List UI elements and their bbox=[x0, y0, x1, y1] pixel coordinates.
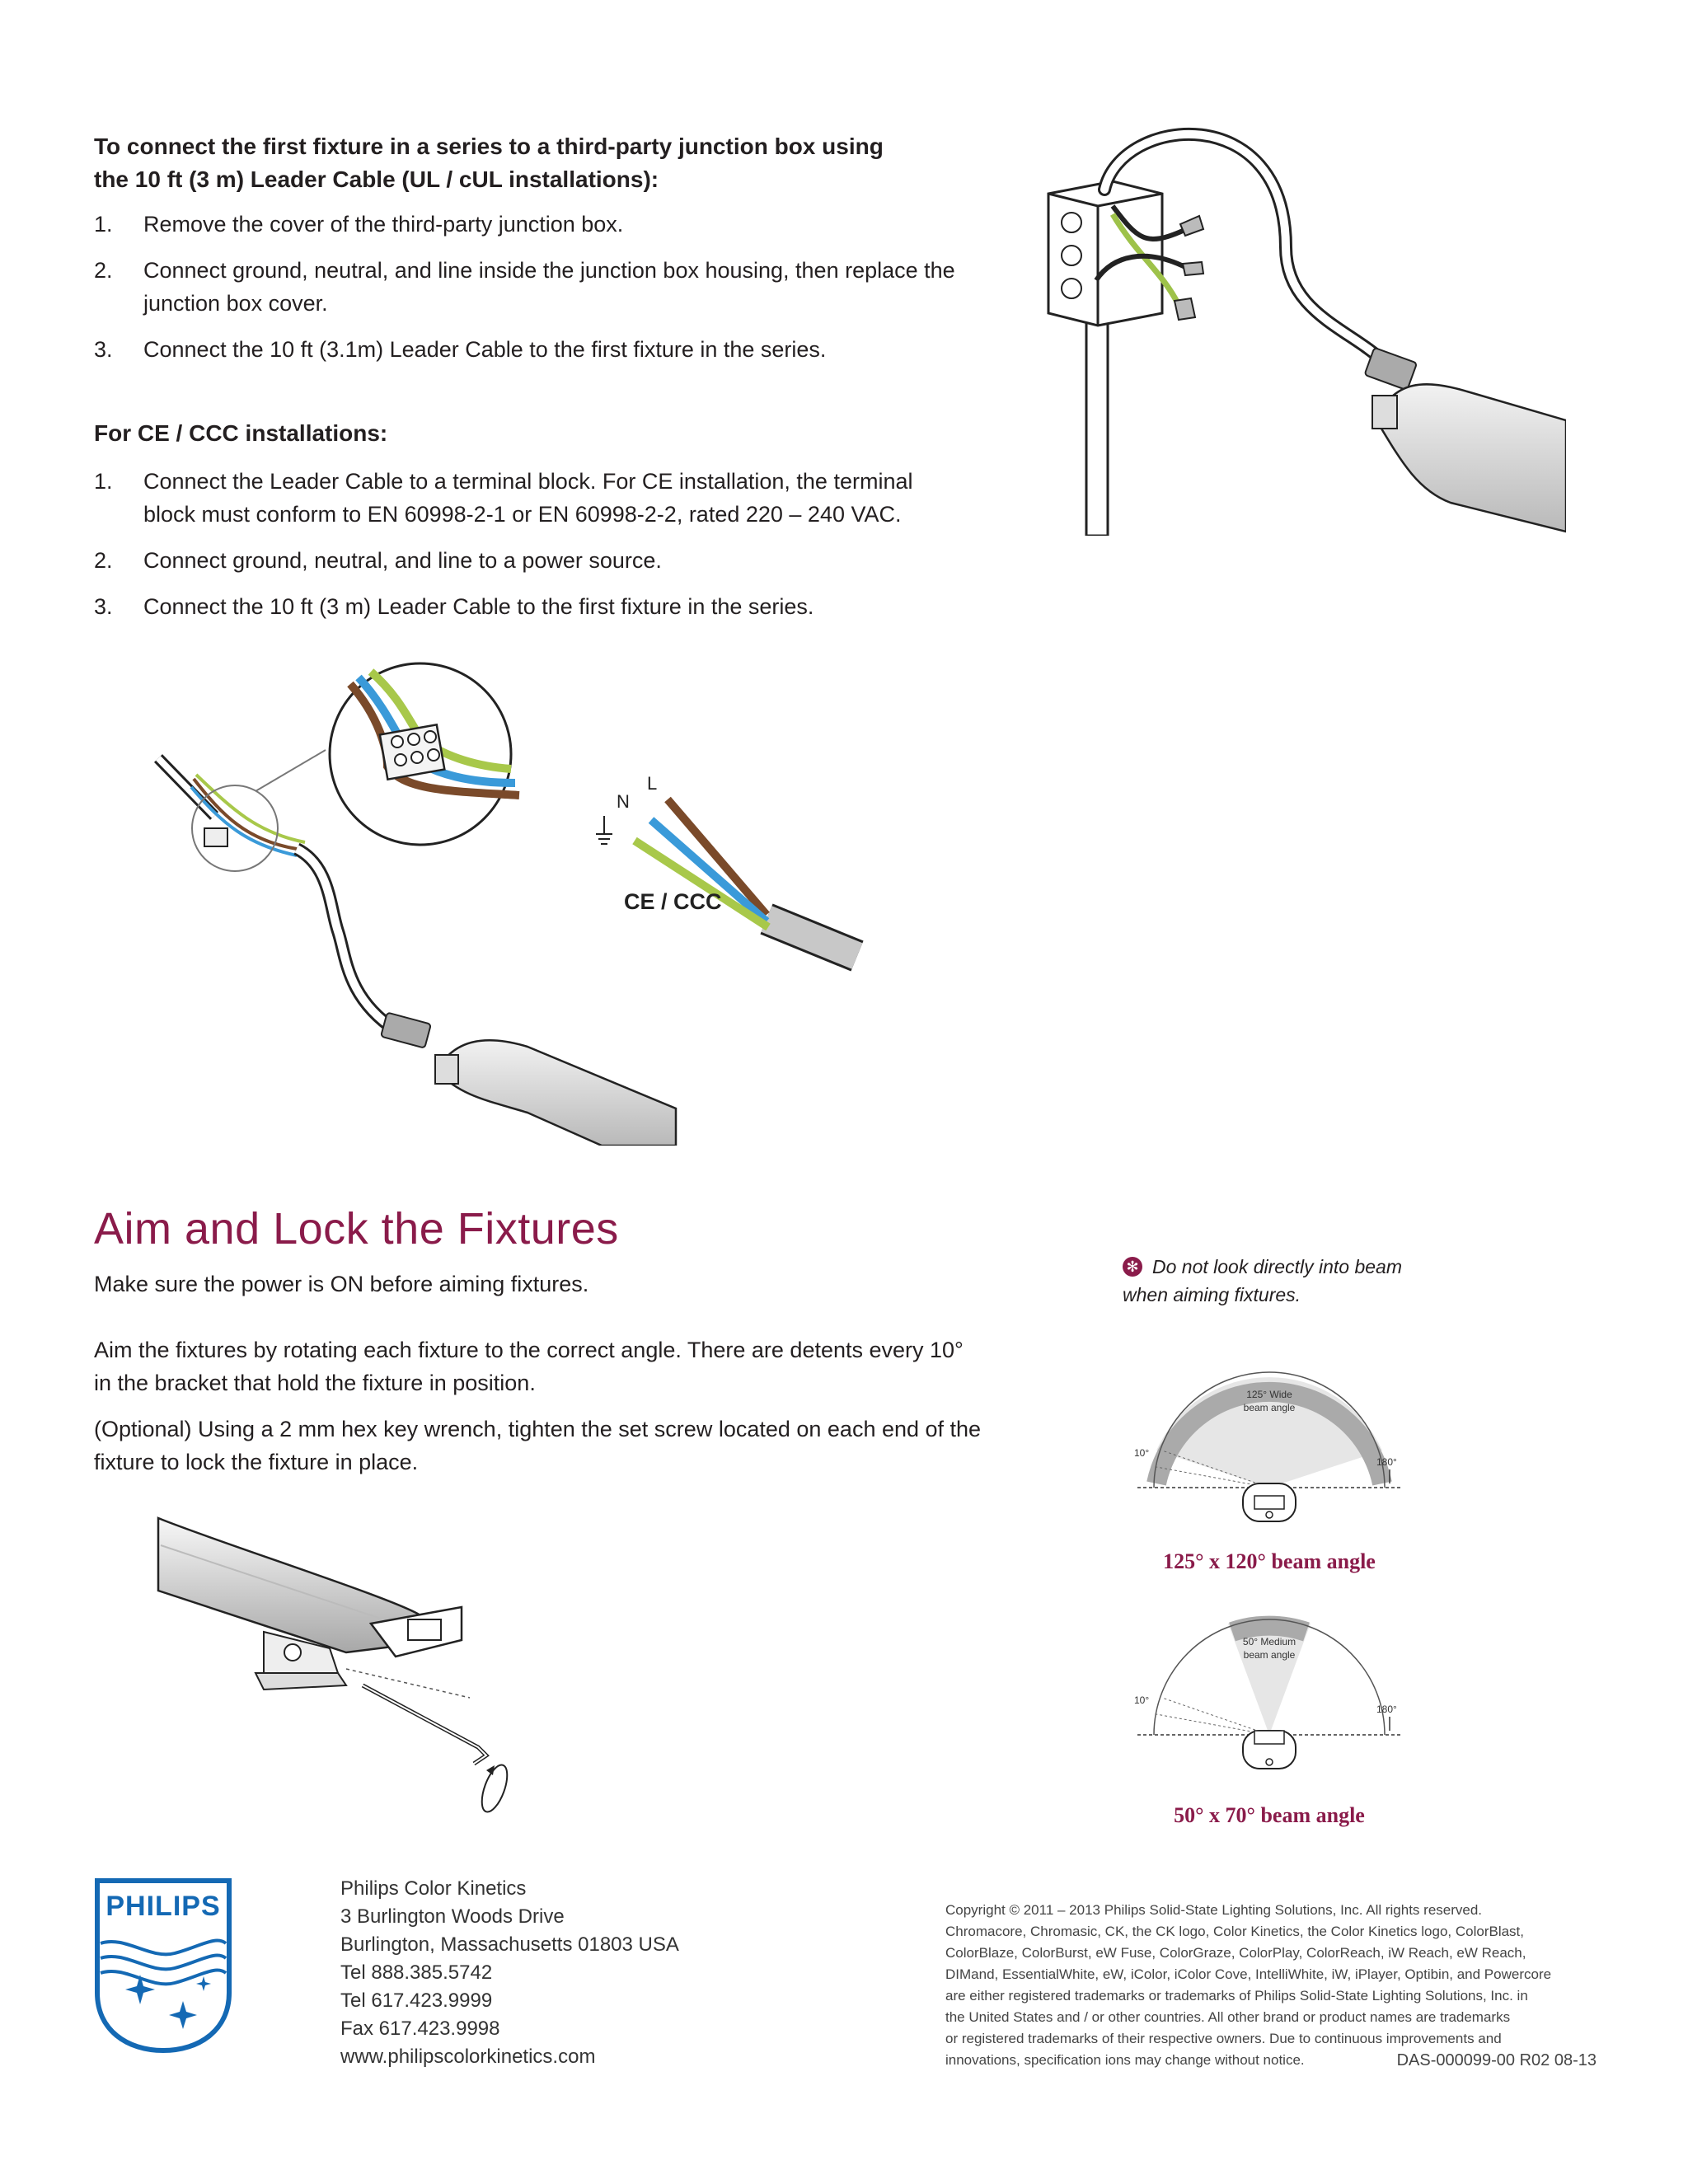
ground-symbol-icon bbox=[596, 816, 612, 844]
ce-wiring-illustration bbox=[140, 651, 882, 1146]
address-block bbox=[340, 1875, 736, 2071]
beam-medium-label-2: beam angle bbox=[1243, 1649, 1296, 1661]
wiring-caption: CE / CCC bbox=[624, 889, 722, 914]
beam-wide-label-1: 125° Wide bbox=[1246, 1389, 1292, 1400]
warning-note bbox=[1123, 1253, 1452, 1309]
ce-section bbox=[94, 417, 984, 636]
philips-wordmark: PHILIPS bbox=[106, 1891, 221, 1922]
step-text: Connect the Leader Cable to a terminal block. For CE installation, the terminal block must conform to EN 60998-2-1 or EN 60998-2-2, rated 220 – 240 VAC. bbox=[143, 469, 913, 527]
copyright-line: innovations, specification ions may change without notice. bbox=[945, 2052, 1305, 2068]
ul-heading-line1: To connect the first fixture in a series to a third-party junction box using bbox=[94, 134, 884, 159]
fixture-hex-key-illustration bbox=[148, 1508, 560, 1830]
lock-paragraph: (Optional) Using a 2 mm hex key wrench, tighten the set screw located on each end of the fixture to lock the fixture in place. bbox=[94, 1417, 982, 1474]
wire-label-l: L bbox=[647, 773, 658, 794]
step-number: 3. bbox=[94, 594, 113, 619]
website-link[interactable]: www.philipscolorkinetics.com bbox=[340, 2046, 596, 2068]
beam-medium-caption: 50° x 70° beam angle bbox=[1174, 1803, 1365, 1827]
copyright-line: Copyright © 2011 – 2013 Philips Solid-State Lighting Solutions, Inc. All rights reserved. bbox=[945, 1902, 1483, 1918]
beam-wide-label-2: beam angle bbox=[1243, 1402, 1296, 1413]
beam-medium-right-angle: 180° bbox=[1376, 1704, 1397, 1715]
warning-line2: when aiming fixtures. bbox=[1123, 1284, 1301, 1305]
step-number: 2. bbox=[94, 258, 113, 283]
copyright-line: or registered trademarks of their respective owners. Due to continuous improvements and bbox=[945, 2031, 1502, 2046]
ce-step bbox=[94, 590, 984, 623]
beam-wide-right-angle: 180° bbox=[1376, 1456, 1397, 1468]
step-text: Connect ground, neutral, and line inside the junction box housing, then replace the junction box cover. bbox=[143, 258, 955, 316]
copyright-line: ColorBlaze, ColorBurst, eW Fuse, ColorGraze, ColorPlay, ColorReach, iW Reach, eW Reach, bbox=[945, 1945, 1526, 1961]
fax: Fax 617.423.9998 bbox=[340, 2018, 500, 2040]
beam-wide-caption: 125° x 120° beam angle bbox=[1163, 1549, 1376, 1573]
step-number: 2. bbox=[94, 548, 113, 573]
step-number: 1. bbox=[94, 469, 113, 494]
doc-id: DAS-000099-00 R02 08-13 bbox=[1396, 2051, 1597, 2069]
step-text: Connect the 10 ft (3.1m) Leader Cable to the first fixture in the series. bbox=[143, 337, 827, 362]
beam-diagram-wide bbox=[1129, 1352, 1409, 1549]
ul-step bbox=[94, 333, 984, 366]
power-note: Make sure the power is ON before aiming fixtures. bbox=[94, 1272, 589, 1296]
ul-step bbox=[94, 254, 992, 320]
ce-steps-list bbox=[94, 465, 984, 623]
warning-icon: ✻ bbox=[1123, 1257, 1142, 1277]
step-number: 1. bbox=[94, 212, 113, 237]
section-title: Aim and Lock the Fixtures bbox=[94, 1204, 619, 1254]
step-text: Connect the 10 ft (3 m) Leader Cable to the first fixture in the series. bbox=[143, 594, 814, 619]
aim-paragraph: Aim the fixtures by rotating each fixture to the correct angle. There are detents every 10° in the bracket that hold the fixture in position. bbox=[94, 1338, 964, 1395]
tel2: Tel 617.423.9999 bbox=[340, 1990, 493, 2012]
company-name: Philips Color Kinetics bbox=[340, 1877, 527, 1900]
junction-box-illustration bbox=[1039, 115, 1566, 536]
philips-logo bbox=[92, 1877, 234, 2054]
ce-step bbox=[94, 544, 984, 577]
copyright-line: are either registered trademarks or trademarks of Philips Solid-State Lighting Solutions, Inc. in bbox=[945, 1988, 1528, 2004]
beam-diagram-medium bbox=[1129, 1599, 1409, 1797]
ce-heading: For CE / CCC installations: bbox=[94, 420, 388, 446]
beam-wide-left-angle: 10° bbox=[1134, 1447, 1150, 1459]
ul-step bbox=[94, 208, 984, 241]
city: Burlington, Massachusetts 01803 USA bbox=[340, 1933, 679, 1956]
warning-line1: Do not look directly into beam bbox=[1152, 1256, 1402, 1277]
beam-medium-left-angle: 10° bbox=[1134, 1694, 1150, 1706]
copyright-line: Chromacore, Chromasic, CK, the CK logo, Color Kinetics, the Color Kinetics logo, ColorBlast, bbox=[945, 1924, 1525, 1939]
ul-steps-list bbox=[94, 208, 984, 366]
ce-step bbox=[94, 465, 968, 531]
street: 3 Burlington Woods Drive bbox=[340, 1905, 565, 1928]
ul-section bbox=[94, 130, 1001, 379]
wire-label-n: N bbox=[617, 791, 630, 812]
step-number: 3. bbox=[94, 337, 113, 362]
beam-medium-label-1: 50° Medium bbox=[1242, 1636, 1296, 1647]
tel1: Tel 888.385.5742 bbox=[340, 1961, 493, 1984]
copyright-line: DIMand, EssentialWhite, eW, iColor, iColor Cove, IntelliWhite, iW, iPlayer, Optibin, and Powercore bbox=[945, 1966, 1552, 1982]
ul-heading-line2: the 10 ft (3 m) Leader Cable (UL / cUL installations): bbox=[94, 166, 659, 192]
step-text: Remove the cover of the third-party junction box. bbox=[143, 212, 624, 237]
copyright-block bbox=[945, 1900, 1605, 2071]
copyright-line: the United States and / or other countries. All other brand or product names are trademarks bbox=[945, 2009, 1511, 2025]
step-text: Connect ground, neutral, and line to a power source. bbox=[143, 548, 662, 573]
